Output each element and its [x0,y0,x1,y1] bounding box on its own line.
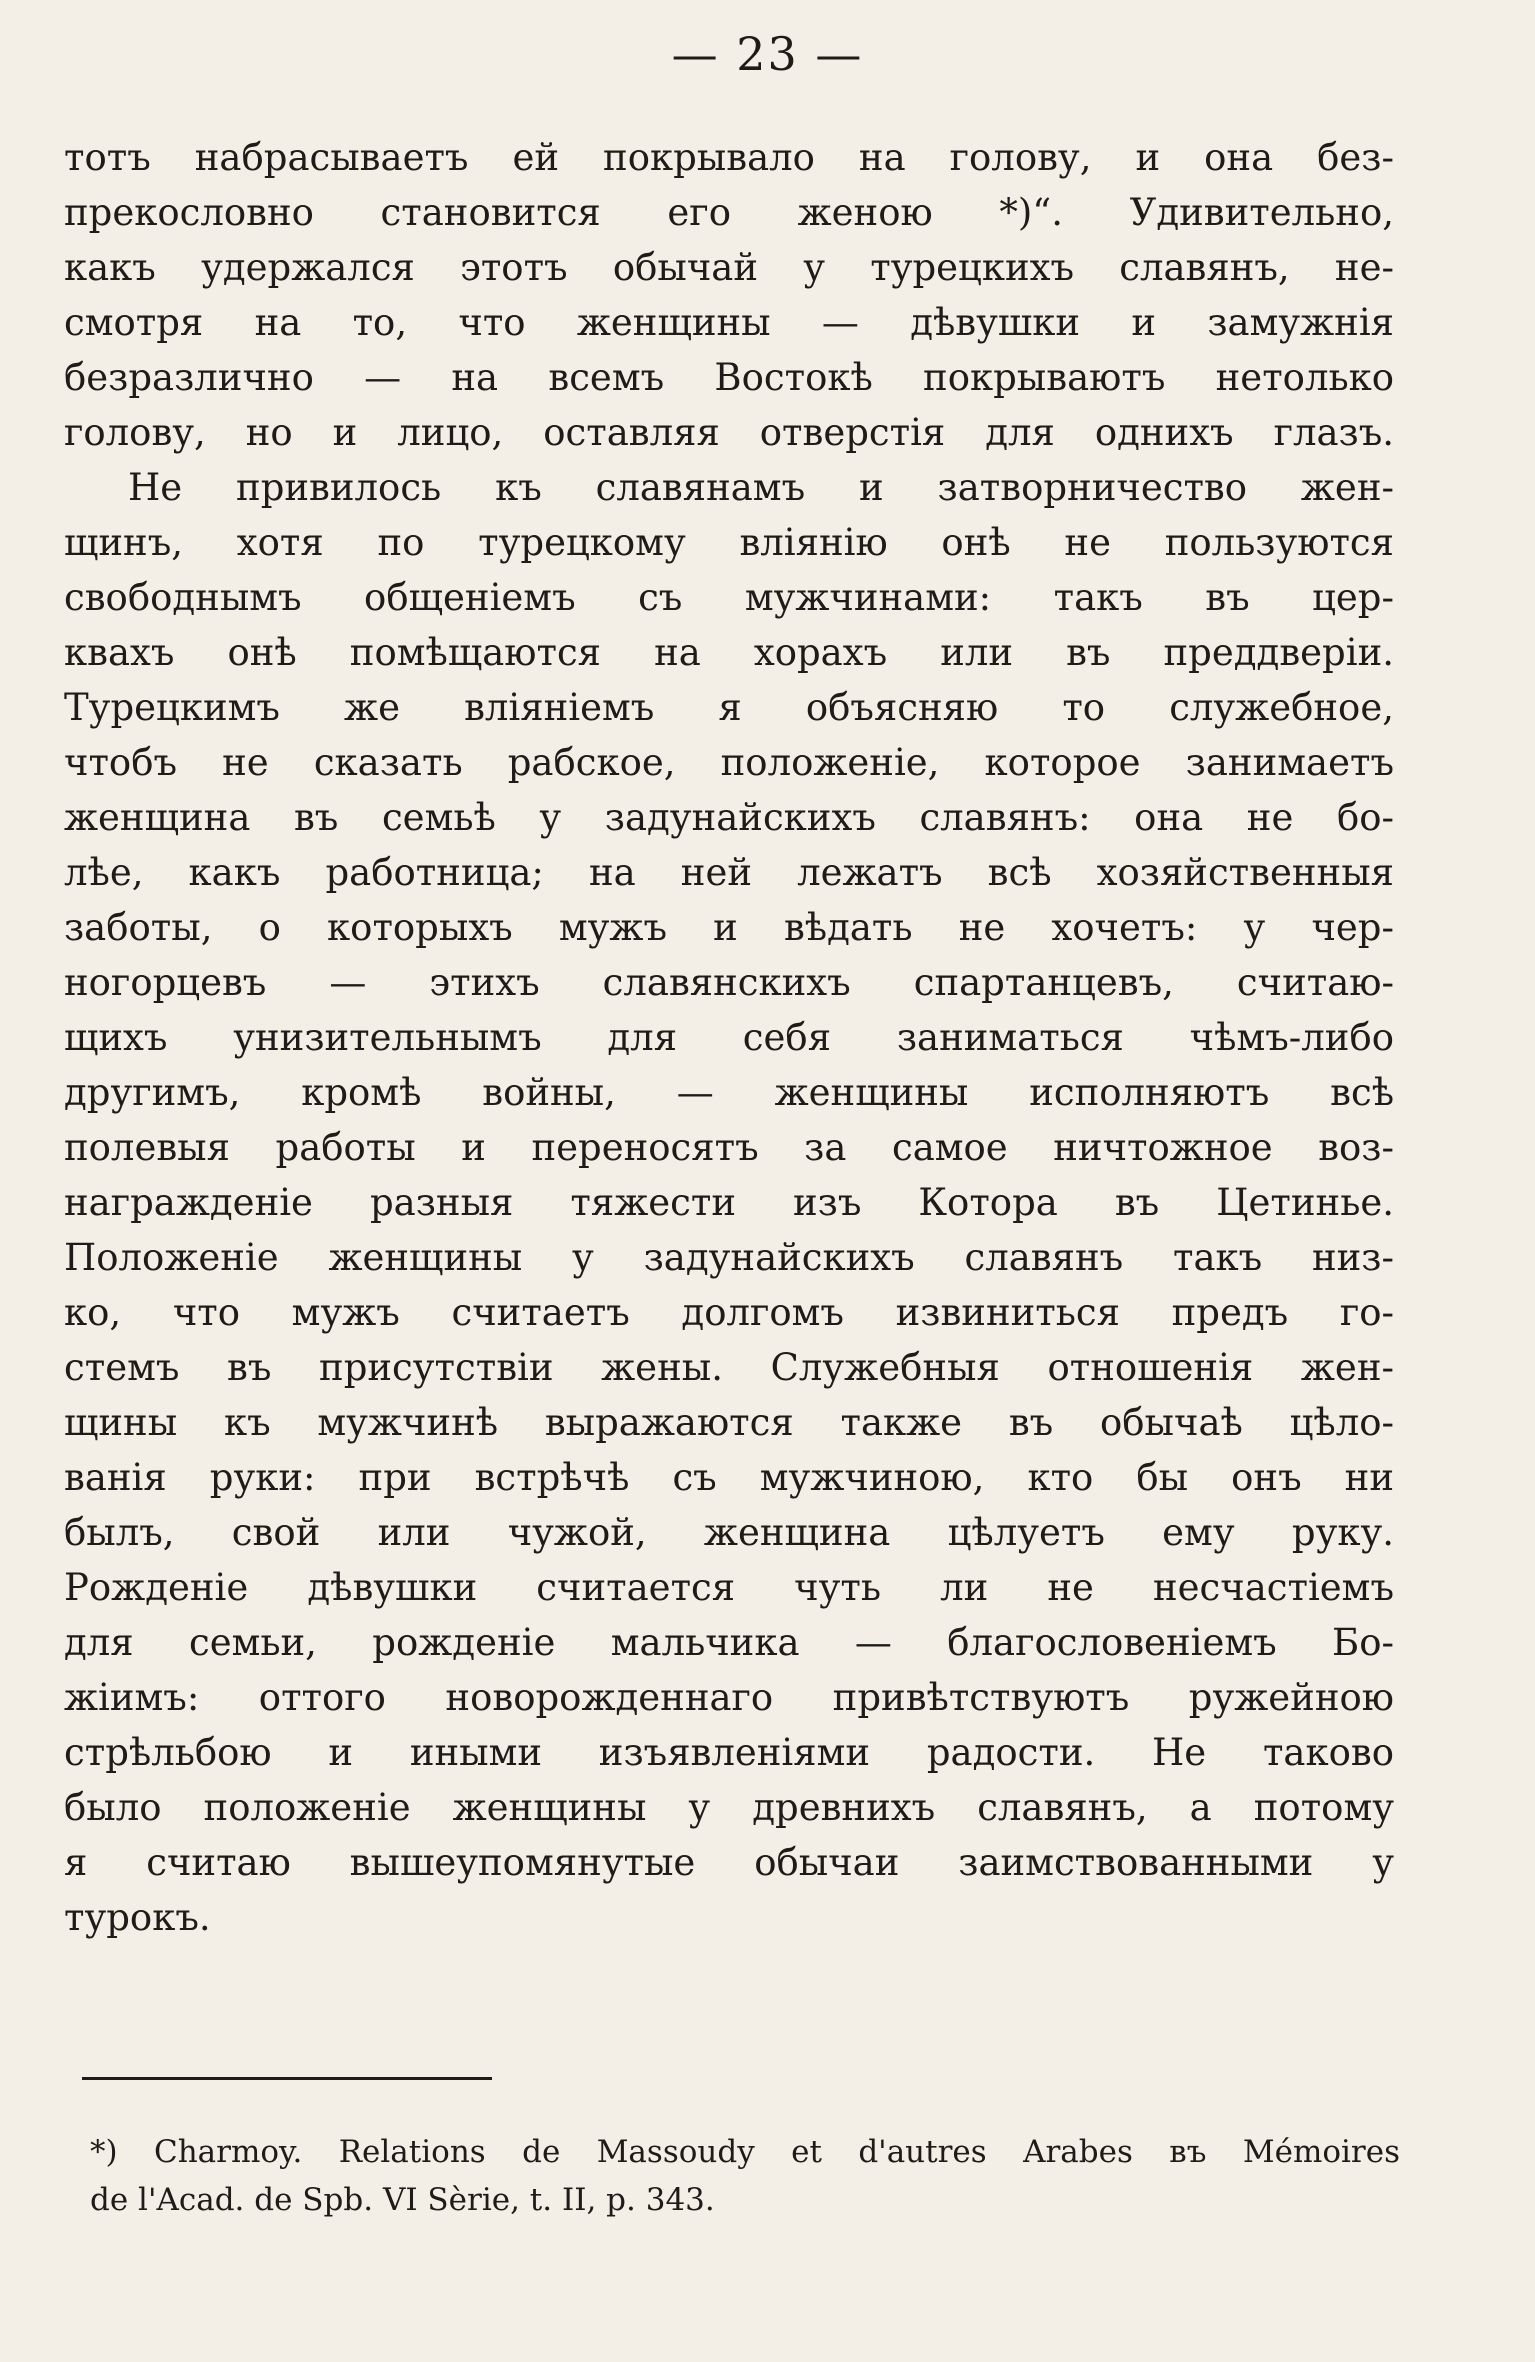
text-line: квахъ онѣ помѣщаются на хорахъ или въ преддверіи. [64,631,1394,674]
text-line: Положеніе женщины у задунайскихъ славянъ такъ низ- [64,1236,1394,1279]
footnote-line: *) Charmoy. Relations de Massoudy et d'autres Arabes въ Mémoires [90,2134,1400,2170]
text-line: полевыя работы и переносятъ за самое ничтожное воз- [64,1126,1394,1169]
text-line: женщина въ семьѣ у задунайскихъ славянъ: она не бо- [64,796,1394,839]
text-line: Рожденіе дѣвушки считается чуть ли не несчастіемъ [64,1566,1394,1609]
text-line: свободнымъ общеніемъ съ мужчинами: такъ въ цер- [64,576,1394,619]
text-line: какъ удержался этотъ обычай у турецкихъ славянъ, не- [64,246,1394,289]
text-line: безразлично — на всемъ Востокѣ покрываютъ нетолько [64,356,1394,399]
text-line: стрѣльбою и иными изъявленіями радости. Не таково [64,1731,1394,1774]
text-line: стемъ въ присутствіи жены. Служебныя отношенія жен- [64,1346,1394,1389]
text-line: Турецкимъ же вліяніемъ я объясняю то служебное, [64,686,1394,729]
text-line: лѣе, какъ работница; на ней лежатъ всѣ хозяйственныя [64,851,1394,894]
footnote [90,2128,1400,2224]
paragraph-end-line: турокъ. [64,1896,211,1939]
page-number: — 23 — [671,27,864,81]
text-line: смотря на то, что женщины — дѣвушки и замужнія [64,301,1394,344]
text-line: чтобъ не сказать рабское, положеніе, которое занимаетъ [64,741,1394,784]
paragraph-start-line: Не привилось къ славянамъ и затворничество жен- [128,466,1394,509]
text-line: заботы, о которыхъ мужъ и вѣдать не хочетъ: у чер- [64,906,1394,949]
body-text [64,130,1394,1945]
text-line: жіимъ: оттого новорожденнаго привѣтствуютъ ружейною [64,1676,1394,1719]
text-line: ко, что мужъ считаетъ долгомъ извиниться предъ го- [64,1291,1394,1334]
text-line: голову, но и лицо, оставляя отверстія для однихъ глазъ. [64,411,1394,454]
text-line: я считаю вышеупомянутые обычаи заимствованными у [64,1841,1394,1884]
text-line: ногорцевъ — этихъ славянскихъ спартанцевъ, считаю- [64,961,1394,1004]
text-line: былъ, свой или чужой, женщина цѣлуетъ ему руку. [64,1511,1394,1554]
text-line: прекословно становится его женою *)“. Удивительно, [64,191,1394,234]
text-line: щинъ, хотя по турецкому вліянію онѣ не пользуются [64,521,1394,564]
footnote-rule [82,2077,492,2080]
text-line: тотъ набрасываетъ ей покрывало на голову, и она без- [64,136,1394,179]
footnote-line: de l'Acad. de Spb. VI Sèrie, t. II, p. 343. [90,2182,715,2218]
text-line: щихъ унизительнымъ для себя заниматься чѣмъ-либо [64,1016,1394,1059]
text-line: щины къ мужчинѣ выражаются также въ обычаѣ цѣло- [64,1401,1394,1444]
text-line: было положеніе женщины у древнихъ славянъ, а потому [64,1786,1394,1829]
text-line: другимъ, кромѣ войны, — женщины исполняютъ всѣ [64,1071,1394,1114]
text-line: награжденіе разныя тяжести изъ Котора въ Цетинье. [64,1181,1394,1224]
text-line: ванія руки: при встрѣчѣ съ мужчиною, кто бы онъ ни [64,1456,1394,1499]
text-line: для семьи, рожденіе мальчика — благословеніемъ Бо- [64,1621,1394,1664]
